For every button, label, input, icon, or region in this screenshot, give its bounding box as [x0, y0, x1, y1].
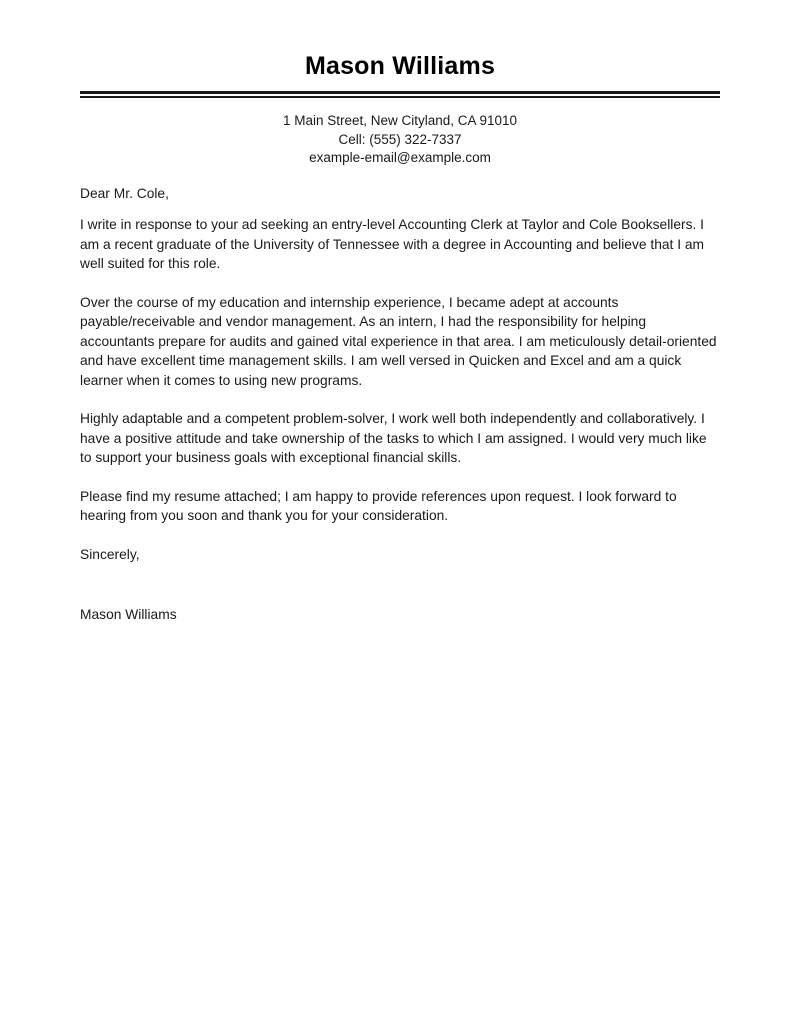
paragraph-3: Highly adaptable and a competent problem-solver, I work well both independently and collaboratively. I have a positive attitude and take ownership of the tasks to which I am assigned. I would very much like to support your business goals with exceptional financial skills. [80, 411, 707, 465]
page-title: Mason Williams [304, 52, 496, 80]
letter-body [80, 184, 720, 625]
contact-cell: Cell: (555) 322-7337 [338, 131, 462, 147]
salutation: Dear Mr. Cole, [80, 185, 169, 201]
signature: Mason Williams [80, 607, 177, 622]
header-divider [80, 91, 720, 98]
contact-email: example-email@example.com [309, 150, 491, 165]
closing: Sincerely, [80, 546, 140, 562]
paragraph-2: Over the course of my education and internship experience, I became adept at accounts payable/receivable and vendor management. As an intern, I had the responsibility for helping accountants prepare for audits and gained vital experience in that area. I am meticulously detail-oriented and have excellent time management skills. I am well versed in Quicken and Excel and am a quick learner when it comes to using new programs. [80, 294, 717, 388]
contact-block [80, 112, 720, 168]
contact-address: 1 Main Street, New Cityland, CA 91010 [282, 113, 518, 128]
paragraph-4: Please find my resume attached; I am happy to provide references upon request. I look forward to hearing from you soon and thank you for your consideration. [80, 488, 677, 523]
paragraph-1: I write in response to your ad seeking an entry-level Accounting Clerk at Taylor and Cole Booksellers. I am a recent graduate of the University of Tennessee with a degree in Accounting and believe that I am well suited for this role. [80, 217, 705, 271]
